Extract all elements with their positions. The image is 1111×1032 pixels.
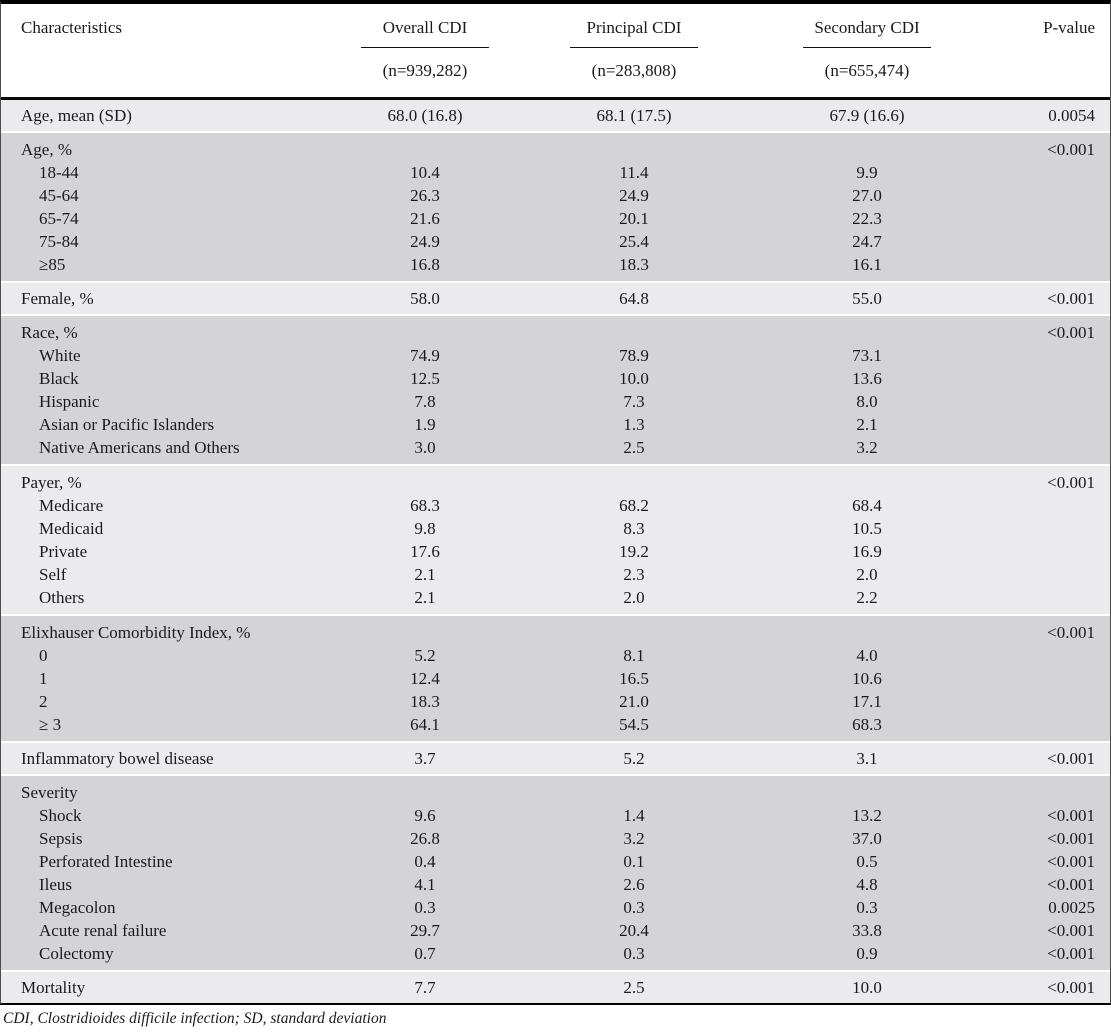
column-header-n: (n=283,808) [591,61,677,80]
row-label: Private [39,542,88,561]
secondary-value: 22.3 [852,209,882,228]
table-row [1,873,1110,896]
table-footnote: CDI, Clostridioides difficile infection; SD, standard deviation [3,1010,387,1027]
overall-value: 64.1 [410,715,440,734]
row-label: Medicare [39,496,104,515]
overall-value: 68.0 (16.8) [387,106,463,125]
overall-value: 9.6 [414,806,436,825]
table-section [1,743,1110,774]
table-section [1,316,1110,464]
secondary-value: 0.5 [856,852,878,871]
secondary-value [737,138,997,161]
row-label: Age, mean (SD) [21,106,132,125]
row-label: Self [39,565,67,584]
table-row [1,827,1110,850]
secondary-value: 17.1 [852,692,882,711]
p-value [997,367,1110,390]
p-value [997,494,1110,517]
table-row [1,667,1110,690]
row-label: 1 [39,669,48,688]
principal-value: 0.1 [623,852,645,871]
secondary-value: 2.1 [856,415,878,434]
p-value: <0.001 [1047,921,1095,940]
principal-value: 19.2 [619,542,649,561]
principal-value: 20.4 [619,921,649,940]
p-value [997,586,1110,609]
p-value: <0.001 [1047,829,1095,848]
column-header-n: (n=655,474) [824,61,910,80]
principal-value: 18.3 [619,255,649,274]
p-value [997,230,1110,253]
overall-value: 10.4 [410,163,440,182]
overall-value: 4.1 [414,875,436,894]
row-label: Age, % [21,140,72,159]
secondary-value: 0.3 [856,898,878,917]
table-section [1,283,1110,314]
secondary-value [737,781,997,804]
p-value: <0.001 [1047,875,1095,894]
principal-value [531,781,737,804]
principal-value: 2.0 [623,588,645,607]
secondary-value: 16.9 [852,542,882,561]
p-value [997,781,1110,804]
row-label: Race, % [21,323,78,342]
overall-value: 24.9 [410,232,440,251]
row-label: Perforated Intestine [39,852,173,871]
overall-value: 12.5 [410,369,440,388]
p-value [997,690,1110,713]
principal-value: 2.5 [623,438,645,457]
table-row [1,138,1110,161]
principal-value: 25.4 [619,232,649,251]
header-underline [361,47,489,48]
column-header-principal-cdi [531,4,737,97]
secondary-value: 9.9 [856,163,878,182]
row-label: 0 [39,646,48,665]
principal-value: 11.4 [619,163,649,182]
row-label: Native Americans and Others [39,438,240,457]
p-value: <0.001 [1047,749,1095,768]
table-row [1,976,1110,999]
column-header-characteristics: Characteristics [21,18,123,37]
principal-value: 1.3 [623,415,645,434]
table-body [1,100,1110,1003]
table-row [1,207,1110,230]
p-value: <0.001 [1047,623,1095,642]
p-value: <0.001 [1047,944,1095,963]
overall-value: 2.1 [414,588,436,607]
overall-value: 29.7 [410,921,440,940]
secondary-value: 24.7 [852,232,882,251]
p-value [997,540,1110,563]
secondary-value: 4.8 [856,875,878,894]
p-value [997,517,1110,540]
table-row [1,161,1110,184]
secondary-value: 73.1 [852,346,882,365]
row-label: White [39,346,81,365]
secondary-value: 8.0 [856,392,878,411]
overall-value: 3.0 [414,438,436,457]
table-row [1,184,1110,207]
row-label: Severity [21,783,78,802]
principal-value [531,471,737,494]
p-value: <0.001 [1047,852,1095,871]
row-label: Black [39,369,79,388]
principal-value: 0.3 [623,944,645,963]
p-value [997,667,1110,690]
overall-value: 21.6 [410,209,440,228]
secondary-value: 10.5 [852,519,882,538]
table-row [1,471,1110,494]
table-row [1,540,1110,563]
table-row [1,517,1110,540]
table-row [1,621,1110,644]
principal-value: 64.8 [619,289,649,308]
column-header-label: Principal CDI [586,18,682,37]
secondary-value: 33.8 [852,921,882,940]
principal-value: 1.4 [623,806,645,825]
secondary-value: 13.6 [852,369,882,388]
row-label: ≥85 [39,255,66,274]
table-row [1,104,1110,127]
table-row [1,367,1110,390]
table-section [1,776,1110,970]
table-section [1,133,1110,281]
table-row [1,344,1110,367]
principal-value: 3.2 [623,829,645,848]
overall-value: 7.8 [414,392,436,411]
overall-value: 58.0 [410,289,440,308]
column-header-overall-cdi [319,4,531,97]
p-value [997,253,1110,276]
row-label: Hispanic [39,392,100,411]
secondary-value: 13.2 [852,806,882,825]
secondary-value: 3.1 [856,749,878,768]
principal-value: 2.6 [623,875,645,894]
overall-value: 68.3 [410,496,440,515]
secondary-value: 2.2 [856,588,878,607]
secondary-value: 3.2 [856,438,878,457]
column-header-secondary-cdi [737,4,997,97]
table-row [1,413,1110,436]
principal-value: 5.2 [623,749,645,768]
row-label: Ileus [39,875,73,894]
p-value: <0.001 [1047,289,1095,308]
p-value [997,563,1110,586]
table-row [1,253,1110,276]
principal-value: 68.2 [619,496,649,515]
table-row [1,230,1110,253]
header-underline [570,47,698,48]
column-header-p-value: P-value [1043,18,1095,37]
overall-value [319,781,531,804]
overall-value: 0.4 [414,852,436,871]
principal-value: 54.5 [619,715,649,734]
secondary-value: 16.1 [852,255,882,274]
column-header-label: Secondary CDI [814,18,920,37]
overall-value: 7.7 [414,978,436,997]
column-header-n: (n=939,282) [382,61,468,80]
table-row [1,436,1110,459]
p-value: 0.0054 [1048,106,1095,125]
overall-value [319,471,531,494]
table-section [1,100,1110,131]
secondary-value: 37.0 [852,829,882,848]
table-row [1,287,1110,310]
row-label: Payer, % [21,473,82,492]
row-label: 2 [39,692,48,711]
p-value [997,436,1110,459]
row-label: Shock [39,806,82,825]
overall-value: 5.2 [414,646,436,665]
secondary-value [737,621,997,644]
row-label: Asian or Pacific Islanders [39,415,215,434]
overall-value: 9.8 [414,519,436,538]
row-label: 18-44 [39,163,79,182]
row-label: Inflammatory bowel disease [21,749,214,768]
principal-value: 10.0 [619,369,649,388]
overall-value: 1.9 [414,415,436,434]
table-row [1,644,1110,667]
principal-value: 21.0 [619,692,649,711]
principal-value: 8.3 [623,519,645,538]
secondary-value: 27.0 [852,186,882,205]
secondary-value: 68.3 [852,715,882,734]
secondary-value [737,321,997,344]
row-label: Others [39,588,85,607]
secondary-value: 2.0 [856,565,878,584]
row-label: Female, % [21,289,94,308]
principal-value: 16.5 [619,669,649,688]
column-header-label: Overall CDI [382,18,468,37]
table-section [1,972,1110,1003]
row-label: Elixhauser Comorbidity Index, % [21,623,251,642]
principal-value: 0.3 [623,898,645,917]
secondary-value: 68.4 [852,496,882,515]
row-label: Colectomy [39,944,114,963]
overall-value: 18.3 [410,692,440,711]
table-row [1,321,1110,344]
row-label: Acute renal failure [39,921,167,940]
principal-value: 24.9 [619,186,649,205]
table-header-row [1,4,1110,100]
overall-value: 74.9 [410,346,440,365]
overall-value [319,138,531,161]
p-value [997,207,1110,230]
table-row [1,494,1110,517]
secondary-value: 10.0 [852,978,882,997]
overall-value: 0.3 [414,898,436,917]
secondary-value: 0.9 [856,944,878,963]
overall-value: 2.1 [414,565,436,584]
p-value [997,184,1110,207]
table-row [1,850,1110,873]
p-value: <0.001 [1047,978,1095,997]
table-row [1,804,1110,827]
overall-value: 16.8 [410,255,440,274]
table-row [1,747,1110,770]
p-value [997,344,1110,367]
overall-value: 17.6 [410,542,440,561]
row-label: ≥ 3 [39,715,62,734]
principal-value: 2.3 [623,565,645,584]
header-underline [803,47,931,48]
row-label: 75-84 [39,232,79,251]
secondary-value [737,471,997,494]
p-value [997,413,1110,436]
p-value: <0.001 [1047,806,1095,825]
principal-value: 2.5 [623,978,645,997]
p-value [997,390,1110,413]
overall-value [319,621,531,644]
overall-value: 0.7 [414,944,436,963]
secondary-value: 67.9 (16.6) [829,106,905,125]
p-value: <0.001 [1047,140,1095,159]
table-row [1,942,1110,965]
p-value [997,161,1110,184]
table-row [1,713,1110,736]
overall-value [319,321,531,344]
secondary-value: 10.6 [852,669,882,688]
row-label: Mortality [21,978,86,997]
table-row [1,781,1110,804]
principal-value: 7.3 [623,392,645,411]
table-row [1,919,1110,942]
row-label: 65-74 [39,209,79,228]
table-section [1,466,1110,614]
overall-value: 26.8 [410,829,440,848]
principal-value: 68.1 (17.5) [596,106,672,125]
secondary-value: 4.0 [856,646,878,665]
p-value [997,644,1110,667]
overall-value: 12.4 [410,669,440,688]
overall-value: 26.3 [410,186,440,205]
principal-value: 20.1 [619,209,649,228]
p-value [997,713,1110,736]
principal-value [531,138,737,161]
table-row [1,390,1110,413]
principal-value: 8.1 [623,646,645,665]
p-value: <0.001 [1047,323,1095,342]
table-section [1,616,1110,741]
principal-value [531,321,737,344]
row-label: Megacolon [39,898,116,917]
principal-value [531,621,737,644]
p-value: 0.0025 [1048,898,1095,917]
overall-value: 3.7 [414,749,436,768]
table-row [1,896,1110,919]
secondary-value: 55.0 [852,289,882,308]
row-label: Sepsis [39,829,83,848]
p-value: <0.001 [1047,473,1095,492]
row-label: 45-64 [39,186,79,205]
table-row [1,586,1110,609]
row-label: Medicaid [39,519,104,538]
table-row [1,690,1110,713]
principal-value: 78.9 [619,346,649,365]
table-row [1,563,1110,586]
